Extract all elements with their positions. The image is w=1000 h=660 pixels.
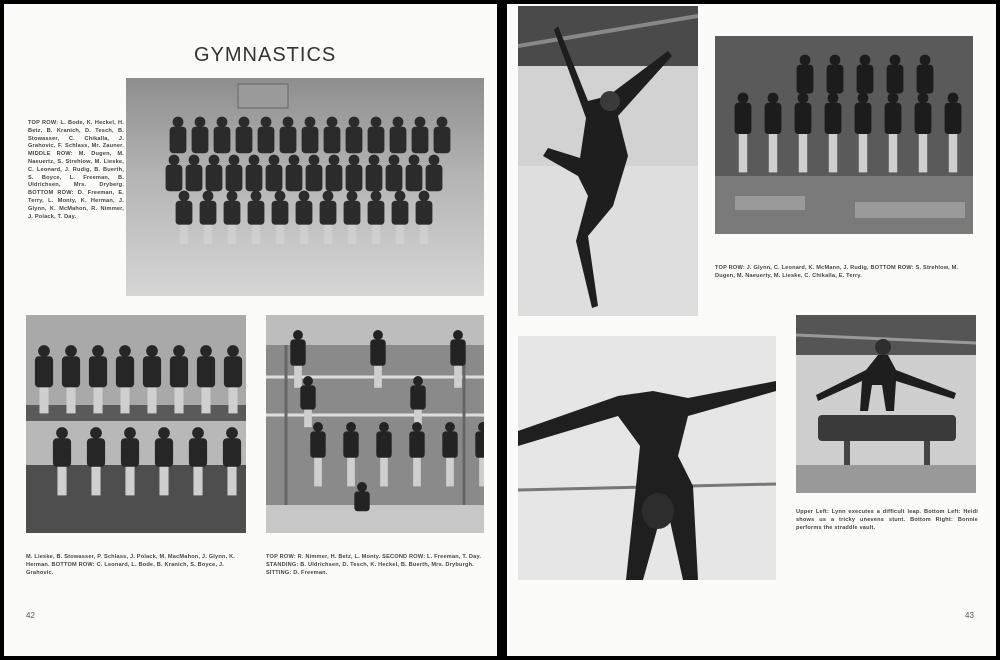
team-group-photo — [126, 78, 484, 296]
subgroup-photo-caption: TOP ROW: J. Glynn, C. Leonard, K. McMann, J. Rudig, BOTTOM ROW: S. Strehlow, M. Dugen, M. Naeuerty, M. Lieske, C. Chikalla, E. Terry. — [715, 265, 959, 279]
unevens-stunt-photo — [518, 336, 776, 580]
bench-group-photo — [26, 315, 246, 533]
apparatus-photo-caption: TOP ROW: R. Nimmer, H. Betz, L. Monty. SECOND ROW: L. Freeman, T. Day. STANDING: B. Uldrichsen, D. Tesch, K. Heckel, B. Buerth, Mrs. Dryburgh. SITTING: D. Freeman. — [266, 554, 482, 576]
team-photo-caption: TOP ROW: L. Bode, K. Heckel, H. Betz, B. Kranich, D. Tesch, B. Stowasser, C. Chikalla, J. Grahovic, F. Schlass, Mr. Zauner. MIDDLE ROW: M. Dugen, M. Naeuertz, S. Strehlow, M. Lieske, C. Leonard, J. Rudig, B. Buerth, S. Boyce, L. Freeman, B. Uldrichsen, Mrs. Dryberg. BOTTOM ROW: D. Freeman, E. Terry, L. Monty, K. Herman, J. Glynn, K. McMahon, R. Nimmer, J. Polack, T. Day. — [28, 120, 124, 220]
straddle-vault-photo — [796, 315, 976, 493]
apparatus-group-photo — [266, 315, 484, 533]
right-page — [507, 4, 996, 656]
leap-action-photo — [518, 6, 698, 316]
left-page — [4, 4, 497, 656]
bench-photo-caption: M. Lieske, B. Stowasser, P. Schlass, J. Polack, M. MacMahon, J. Glynn, K. Herman. BOTTOM ROW: C. Leonard, L. Bode, B. Kranich, S. Boyce, J. Grahovic. — [26, 554, 236, 576]
action-photos-caption: Upper Left: Lynn executes a difficult leap. Bottom Left: Heidi shows us a tricky unevens stunt. Bottom Right: Bonnie performs the straddle vault. — [796, 509, 978, 531]
page-title: GYMNASTICS — [194, 44, 337, 66]
page-number-right: 43 — [965, 611, 974, 620]
team-subgroup-photo — [715, 36, 973, 234]
page-number-left: 42 — [26, 611, 35, 620]
